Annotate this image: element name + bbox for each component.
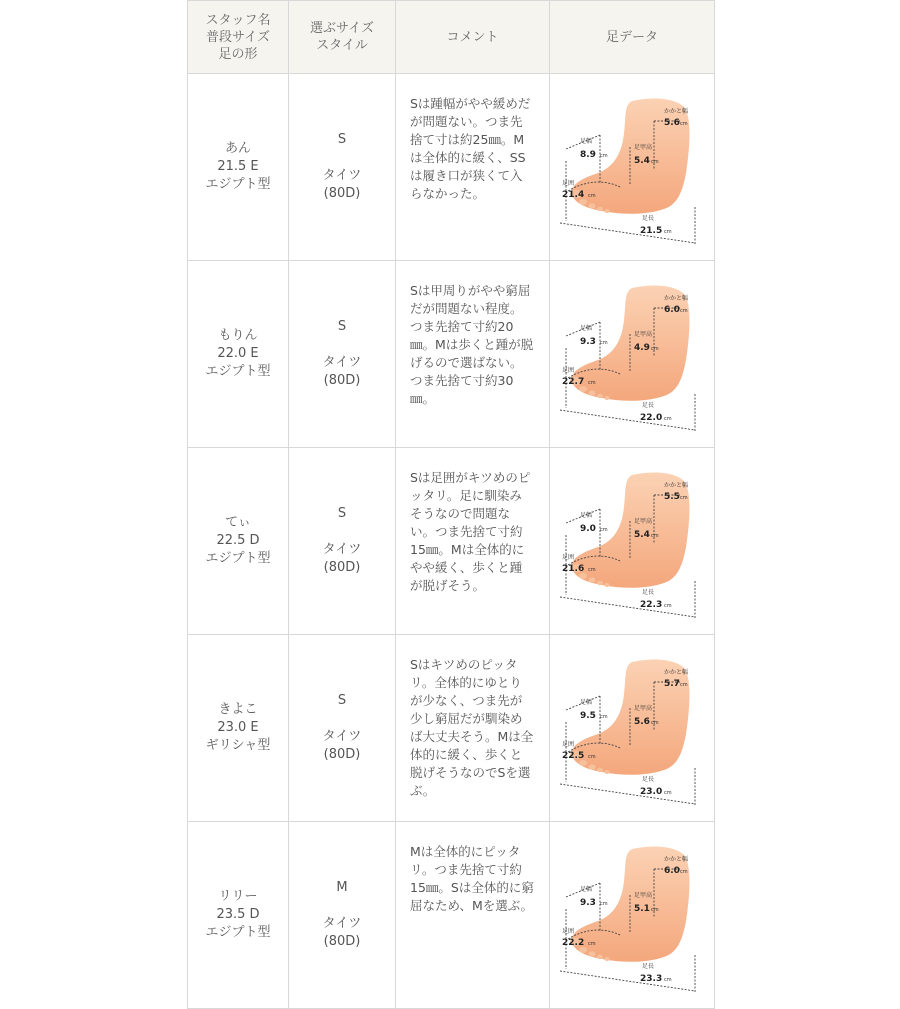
- staff-shape: ギリシャ型: [205, 738, 271, 753]
- header-choice: [289, 1, 396, 74]
- staff-size: 22.0 E: [217, 346, 259, 361]
- staff-shape: エジプト型: [205, 177, 271, 192]
- length-line: [560, 223, 695, 243]
- comment-line: Sは足囲がキツめのピ: [410, 470, 531, 485]
- header-staff-line: 足の形: [218, 46, 258, 62]
- style-style: タイツ: [322, 168, 362, 183]
- comment-line: 屈なため、Mを選ぶ。: [410, 898, 534, 913]
- staff-size: 22.5 D: [216, 533, 260, 548]
- comment-cell: [396, 635, 550, 822]
- comment-line: らなかった。: [410, 186, 486, 201]
- staff-shape: エジプト型: [205, 551, 271, 566]
- toe-shape: [604, 209, 609, 213]
- foot-diagram: [550, 648, 715, 808]
- staff-size: 23.5 D: [216, 907, 260, 922]
- width-label: 足幅: [580, 699, 593, 706]
- girth-label: 足囲: [562, 741, 575, 748]
- heel-value: 6.0: [664, 866, 680, 876]
- staff-size: 23.0 E: [217, 720, 259, 735]
- length-line: [560, 784, 695, 804]
- foot-diagram: [550, 87, 715, 247]
- girth-label: 足囲: [562, 367, 575, 374]
- comment-line: つま先捨て寸約20: [410, 319, 514, 334]
- style-denier: (80D): [323, 560, 361, 575]
- spacer: [289, 149, 395, 167]
- unit-label: cm: [680, 121, 688, 127]
- comment-line: 脱げそうなのでSを選: [410, 765, 531, 780]
- unit-label: cm: [680, 495, 688, 501]
- width-label: 足幅: [580, 886, 593, 893]
- table-row: [188, 261, 715, 448]
- foot-diagram: [550, 461, 715, 621]
- unit-label: cm: [588, 567, 596, 573]
- width-label: 足幅: [580, 138, 593, 145]
- length-value: 22.3: [640, 600, 663, 610]
- length-value: 22.0: [640, 413, 663, 423]
- unit-label: cm: [664, 229, 672, 235]
- comment-line: げるので選ばない。: [410, 355, 523, 370]
- style-style: タイツ: [322, 542, 362, 557]
- comment-line: い。つま先捨て寸約: [410, 524, 523, 539]
- comment-line: Mは全体的にピッタ: [410, 844, 521, 859]
- staff-cell: [188, 635, 289, 822]
- staff-cell: [188, 448, 289, 635]
- header-comment: [396, 1, 550, 74]
- comment-line: が少なく、つま先が: [410, 693, 523, 708]
- instep-label: 足甲高: [634, 331, 653, 338]
- heel-label: かかと幅: [664, 295, 689, 302]
- comment-line: つま先捨て寸約30: [410, 373, 514, 388]
- instep-value: 5.1: [634, 904, 650, 914]
- table-row: [188, 635, 715, 822]
- staff-fitting-table-wrapper: [187, 0, 714, 1009]
- toe-shape: [597, 394, 603, 398]
- comment-line: Sはキツめのピッタ: [410, 657, 518, 672]
- comment-line: 少し窮屈だが馴染め: [410, 711, 523, 726]
- instep-value: 5.4: [634, 156, 650, 166]
- header-choice-line: 選ぶサイズ: [310, 21, 374, 36]
- comment-line: 捨て寸は約25㎜。M: [410, 132, 525, 147]
- length-value: 23.3: [640, 974, 663, 984]
- unit-label: cm: [651, 346, 659, 352]
- table-row: [188, 822, 715, 1009]
- unit-label: cm: [651, 720, 659, 726]
- girth-value: 21.6: [562, 564, 585, 574]
- header-choice-line: スタイル: [316, 38, 368, 53]
- length-line: [560, 971, 695, 991]
- comment-line: そうなので問題な: [410, 506, 511, 521]
- heel-label: かかと幅: [664, 856, 689, 863]
- staff-shape: エジプト型: [205, 364, 271, 379]
- girth-value: 22.5: [562, 751, 585, 761]
- comment-cell: [396, 261, 550, 448]
- header-staff: [188, 1, 289, 74]
- comment-line: ㎜。Mは歩くと踵が脱: [410, 337, 534, 352]
- foot-data-cell: [550, 822, 715, 1009]
- comment-line: だが問題ない程度。: [410, 301, 523, 316]
- comment-line: 15㎜。Sは全体的に窮: [410, 880, 534, 895]
- toe-shape: [597, 955, 603, 959]
- unit-label: cm: [664, 790, 672, 796]
- comment-line: ㎜。: [410, 391, 436, 406]
- header-foot-data: [550, 1, 715, 74]
- style-denier: (80D): [323, 747, 361, 762]
- staff-name: あん: [224, 141, 251, 156]
- girth-label: 足囲: [562, 180, 575, 187]
- header-staff-line: 普段サイズ: [206, 29, 270, 45]
- heel-label: かかと幅: [664, 108, 689, 115]
- foot-diagram: [550, 835, 715, 995]
- length-label: 足長: [642, 589, 655, 596]
- unit-label: cm: [588, 754, 596, 760]
- unit-label: cm: [651, 907, 659, 913]
- instep-label: 足甲高: [634, 705, 653, 712]
- comment-line: リ。全体的にゆとり: [410, 675, 522, 690]
- comment-line: が問題ない。つま先: [410, 114, 523, 129]
- instep-label: 足甲高: [634, 518, 653, 525]
- unit-label: cm: [651, 533, 659, 539]
- staff-size: 21.5 E: [217, 159, 259, 174]
- toe-shape: [589, 577, 596, 582]
- comment-line: ぶ。: [410, 783, 436, 798]
- table-row: [188, 448, 715, 635]
- foot-data-cell: [550, 74, 715, 261]
- toe-shape: [604, 583, 609, 587]
- toe-shape: [589, 390, 596, 395]
- unit-label: cm: [588, 193, 596, 199]
- header-staff-line: スタッフ名: [205, 12, 271, 28]
- length-label: 足長: [642, 963, 655, 970]
- width-value: 8.9: [580, 150, 596, 160]
- girth-value: 21.4: [562, 190, 585, 200]
- width-label: 足幅: [580, 512, 593, 519]
- unit-label: cm: [651, 159, 659, 165]
- comment-line: ッタリ。足に馴染み: [410, 488, 522, 503]
- width-value: 9.0: [580, 524, 596, 534]
- spacer: [289, 523, 395, 541]
- unit-label: cm: [588, 941, 596, 947]
- foot-data-cell: [550, 635, 715, 822]
- foot-diagram: [550, 274, 715, 434]
- style-style: タイツ: [322, 729, 362, 744]
- length-line: [560, 597, 695, 617]
- staff-cell: [188, 261, 289, 448]
- style-denier: (80D): [323, 186, 361, 201]
- instep-value: 5.4: [634, 530, 650, 540]
- chosen-size: S: [337, 132, 347, 147]
- unit-label: cm: [664, 416, 672, 422]
- table-header-row: [188, 1, 715, 74]
- heel-value: 6.0: [664, 305, 680, 315]
- foot-data-cell: [550, 448, 715, 635]
- instep-label: 足甲高: [634, 892, 653, 899]
- comment-line: リ。つま先捨て寸約: [410, 862, 522, 877]
- unit-label: cm: [680, 869, 688, 875]
- heel-label: かかと幅: [664, 482, 689, 489]
- header-comment-line: コメント: [446, 29, 499, 45]
- unit-label: cm: [600, 340, 608, 346]
- comment-line: ば大丈夫そう。Mは全: [410, 729, 534, 744]
- choice-cell: [289, 822, 396, 1009]
- girth-value: 22.2: [562, 938, 585, 948]
- length-label: 足長: [642, 776, 655, 783]
- instep-label: 足甲高: [634, 144, 653, 151]
- chosen-size: M: [336, 880, 348, 895]
- chosen-size: S: [337, 319, 347, 334]
- comment-cell: [396, 448, 550, 635]
- foot-data-cell: [550, 261, 715, 448]
- toe-shape: [589, 203, 596, 208]
- unit-label: cm: [600, 714, 608, 720]
- comment-line: やや緩く、歩くと踵: [410, 560, 523, 575]
- staff-cell: [188, 74, 289, 261]
- unit-label: cm: [600, 153, 608, 159]
- comment-line: 体的に緩く、歩くと: [410, 747, 523, 762]
- staff-name: リリー: [218, 889, 258, 904]
- width-value: 9.3: [580, 337, 596, 347]
- toe-shape: [589, 951, 596, 956]
- style-denier: (80D): [323, 373, 361, 388]
- staff-cell: [188, 822, 289, 1009]
- staff-shape: エジプト型: [205, 925, 271, 940]
- width-label: 足幅: [580, 325, 593, 332]
- heel-value: 5.6: [664, 118, 680, 128]
- toe-shape: [597, 581, 603, 585]
- length-label: 足長: [642, 215, 655, 222]
- spacer: [289, 336, 395, 354]
- length-value: 21.5: [640, 226, 663, 236]
- length-line: [560, 410, 695, 430]
- length-value: 23.0: [640, 787, 663, 797]
- comment-line: Sは踵幅がやや緩めだ: [410, 96, 531, 111]
- toe-shape: [604, 396, 609, 400]
- unit-label: cm: [664, 977, 672, 983]
- comment-cell: [396, 822, 550, 1009]
- unit-label: cm: [600, 527, 608, 533]
- comment-line: 15㎜。Mは全体的に: [410, 542, 525, 557]
- toe-shape: [604, 957, 609, 961]
- toe-shape: [597, 207, 603, 211]
- comment-line: Sは甲周りがやや窮屈: [410, 283, 531, 298]
- instep-value: 5.6: [634, 717, 650, 727]
- choice-cell: [289, 448, 396, 635]
- toe-shape: [589, 764, 596, 769]
- instep-value: 4.9: [634, 343, 650, 353]
- width-value: 9.5: [580, 711, 596, 721]
- girth-value: 22.7: [562, 377, 585, 387]
- chosen-size: S: [337, 693, 347, 708]
- toe-shape: [604, 770, 609, 774]
- style-denier: (80D): [323, 934, 361, 949]
- unit-label: cm: [588, 380, 596, 386]
- comment-line: が脱げそう。: [410, 578, 486, 593]
- width-value: 9.3: [580, 898, 596, 908]
- girth-label: 足囲: [562, 928, 575, 935]
- staff-name: もりん: [218, 328, 258, 343]
- comment-cell: [396, 74, 550, 261]
- staff-fitting-table: [187, 0, 715, 1009]
- spacer: [289, 710, 395, 728]
- choice-cell: [289, 635, 396, 822]
- comment-line: は全体的に緩く、SS: [410, 150, 526, 165]
- staff-name: てぃ: [225, 515, 251, 530]
- heel-label: かかと幅: [664, 669, 689, 676]
- girth-label: 足囲: [562, 554, 575, 561]
- choice-cell: [289, 74, 396, 261]
- unit-label: cm: [600, 901, 608, 907]
- heel-value: 5.5: [664, 492, 680, 502]
- unit-label: cm: [680, 682, 688, 688]
- style-style: タイツ: [322, 355, 362, 370]
- chosen-size: S: [337, 506, 347, 521]
- choice-cell: [289, 261, 396, 448]
- toe-shape: [597, 768, 603, 772]
- unit-label: cm: [664, 603, 672, 609]
- comment-line: は履き口が狭くて入: [410, 168, 523, 183]
- header-foot-data-line: 足データ: [605, 29, 658, 45]
- staff-name: きよこ: [218, 702, 258, 717]
- unit-label: cm: [680, 308, 688, 314]
- style-style: タイツ: [322, 916, 362, 931]
- heel-value: 5.7: [664, 679, 680, 689]
- table-row: [188, 74, 715, 261]
- length-label: 足長: [642, 402, 655, 409]
